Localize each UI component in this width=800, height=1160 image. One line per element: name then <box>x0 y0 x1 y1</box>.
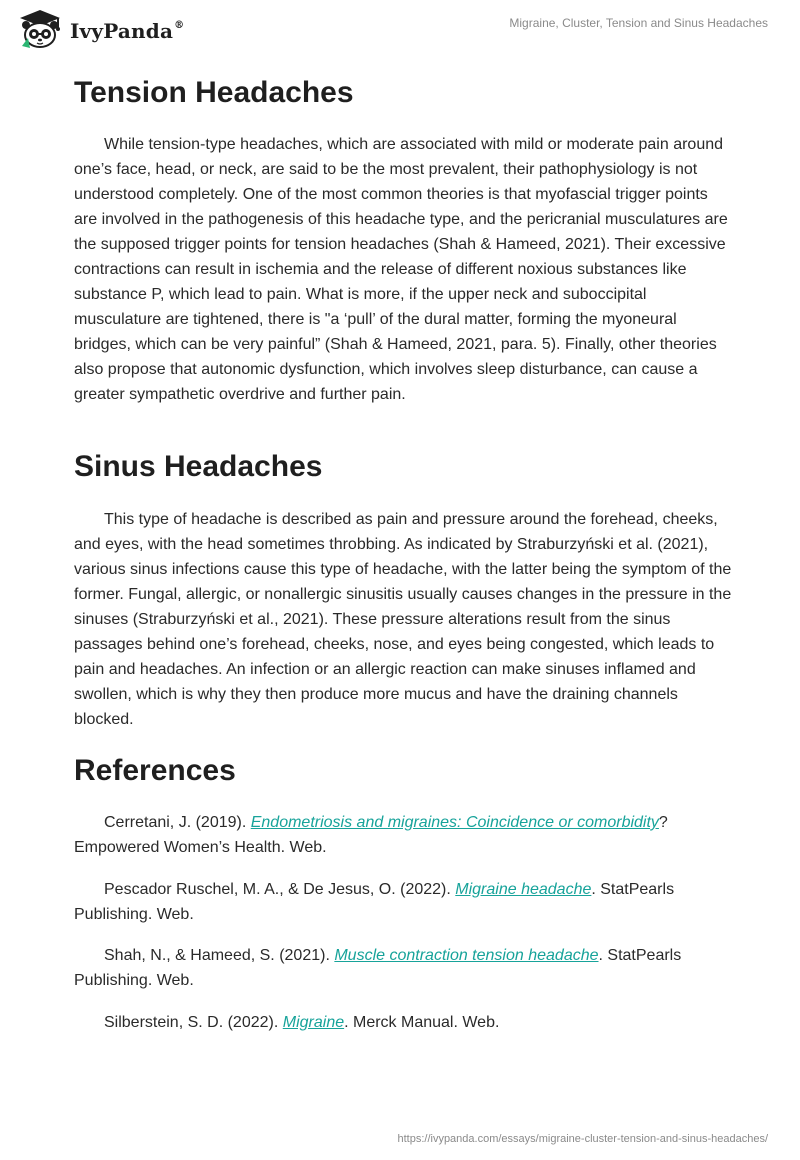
sinus-headaches-paragraph: This type of headache is described as pain and pressure around the forehead, cheeks, and eyes, with the head sometimes throbbing. As indicated by Straburzyński et al. (2021), various sinus infections cause this type of headache, with the latter being the symptom of the former. Fungal, allergic, or nonallergic sinusitis usually causes changes in the pressure in the sinuses (Straburzyński et al., 2021). These pressure alterations result from the sinus passages behind one’s forehead, cheeks, nose, and eyes being congested, which leads to pain and headaches. An infection or an allergic reaction can make sinuses inflamed and swollen, which is why they then produce more mucus and have the draining channels blocked. <box>74 511 732 728</box>
sinus-headaches-heading: Sinus Headaches <box>74 450 323 483</box>
reference-link[interactable]: Migraine <box>282 1014 345 1031</box>
logo-text: IvyPanda® <box>70 19 185 43</box>
reference-link[interactable]: Endometriosis and migraines: Coincidence or comorbidity <box>250 814 659 831</box>
footer-source-url[interactable]: https://ivypanda.com/essays/migraine-cluster-tension-and-sinus-headaches/ <box>397 1133 768 1145</box>
reference-link[interactable]: Muscle contraction tension headache <box>334 947 599 964</box>
reference-item: Pescador Ruschel, M. A., & De Jesus, O. (2022). Migraine headache. StatPearls Publishing. Web. <box>74 881 675 923</box>
reference-link[interactable]: Migraine headache <box>455 881 592 898</box>
reference-item: Cerretani, J. (2019). Endometriosis and migraines: Coincidence or comorbidity? Empowered Women’s Health. Web. <box>74 814 668 856</box>
tension-headaches-paragraph: While tension-type headaches, which are associated with mild or moderate pain around one’s face, head, or neck, are said to be the most prevalent, their pathophysiology is not understood completely. One of the most common theories is that myofascial trigger points are involved in the pathogenesis of this headache type, and the pericranial musculatures are the supposed trigger points for tension headaches (Shah & Hameed, 2021). Their excessive contractions can result in ischemia and the release of different noxious substances like substance P, which lead to pain. What is more, if the upper neck and suboccipital musculature are tightened, there is "a ‘pull’ of the dural matter, forming the myoneural bridges, which can be very painful” (Shah & Hameed, 2021, para. 5). Finally, other theories also propose that autonomic dysfunction, which involves sleep disturbance, can cause a greater sympathetic overdrive and further pain. <box>74 136 728 403</box>
ivypanda-logo[interactable] <box>14 8 184 50</box>
reference-item: Shah, N., & Hameed, S. (2021). Muscle contraction tension headache. StatPearls Publishing. Web. <box>74 947 682 989</box>
reference-item: Silberstein, S. D. (2022). Migraine. Merck Manual. Web. <box>104 1014 500 1031</box>
references-heading: References <box>74 754 236 787</box>
tension-headaches-heading: Tension Headaches <box>74 76 354 109</box>
panda-graduate-icon <box>14 8 66 50</box>
page-header <box>0 0 800 70</box>
document-title: Migraine, Cluster, Tension and Sinus Headaches <box>509 16 768 30</box>
